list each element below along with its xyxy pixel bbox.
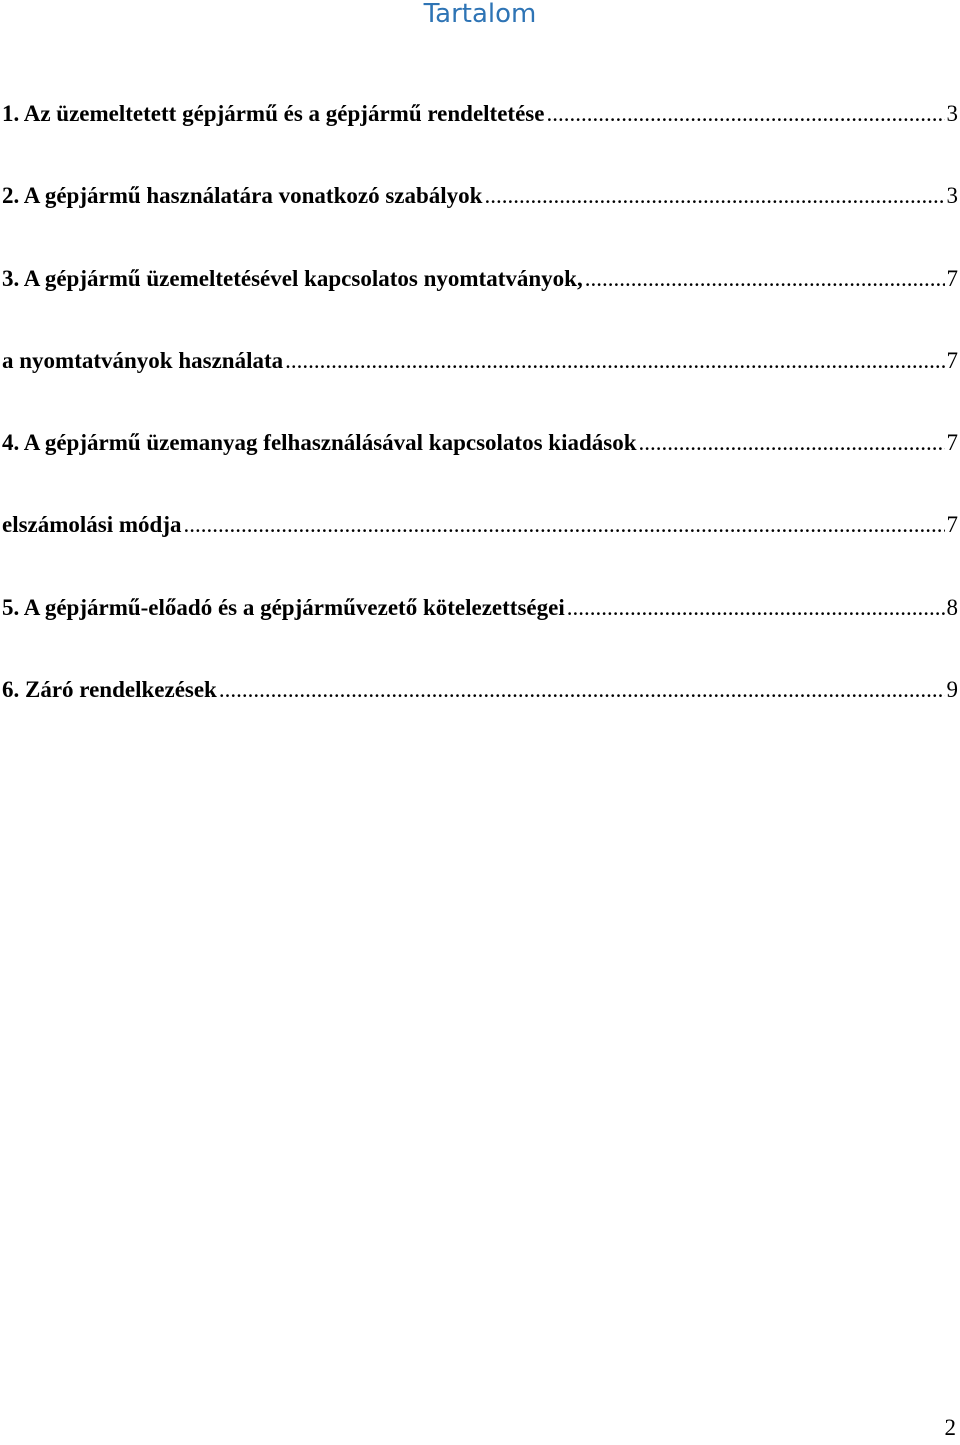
toc-entry-page: 7 (946, 347, 958, 373)
toc-entry-text: 1. Az üzemeltetett gépjármű és a gépjármű rendeltetése (2, 101, 545, 126)
toc-entry-page: 9 (946, 677, 958, 703)
toc-entry-page: 7 (946, 512, 958, 538)
toc-entry[interactable] (2, 423, 958, 505)
toc-entry-page: 8 (946, 594, 958, 620)
toc-entry-text: 2. A gépjármű használatára vonatkozó szabályok (2, 183, 483, 209)
toc-entry-page: 3 (946, 101, 958, 126)
toc-entry-page: 7 (946, 430, 958, 456)
dot-leader (285, 341, 944, 381)
dot-leader (219, 670, 945, 710)
toc-entry-text: 6. Záró rendelkezések (2, 677, 217, 703)
toc-entry-text: 4. A gépjármű üzemanyag felhasználásával kapcsolatos kiadások (2, 430, 637, 456)
toc-entry[interactable] (2, 341, 958, 423)
toc-entry[interactable] (2, 505, 958, 587)
dot-leader (639, 423, 945, 463)
dot-leader (585, 259, 945, 299)
toc-heading: Tartalom (423, 0, 537, 29)
toc-entry-text: elszámolási módja (2, 512, 182, 538)
toc-entry[interactable] (2, 588, 958, 670)
toc-entry[interactable] (2, 94, 958, 176)
dot-leader (484, 176, 944, 216)
toc-entry[interactable] (2, 670, 958, 752)
toc-entry-text: 5. A gépjármű-előadó és a gépjárművezető kötelezettségei (2, 594, 565, 620)
toc-entry-text: a nyomtatványok használata (2, 347, 284, 373)
toc-entry-text: 3. A gépjármű üzemeltetésével kapcsolatos nyomtatványok, (2, 265, 583, 291)
dot-leader (567, 588, 945, 628)
toc-entry[interactable] (2, 259, 958, 341)
toc-entry-page: 7 (946, 265, 958, 291)
page-number: 2 (944, 1415, 956, 1440)
toc-entry[interactable] (2, 176, 958, 258)
dot-leader (546, 94, 944, 134)
toc-entry-page: 3 (946, 183, 958, 209)
dot-leader (184, 505, 945, 545)
toc-list (2, 94, 958, 752)
